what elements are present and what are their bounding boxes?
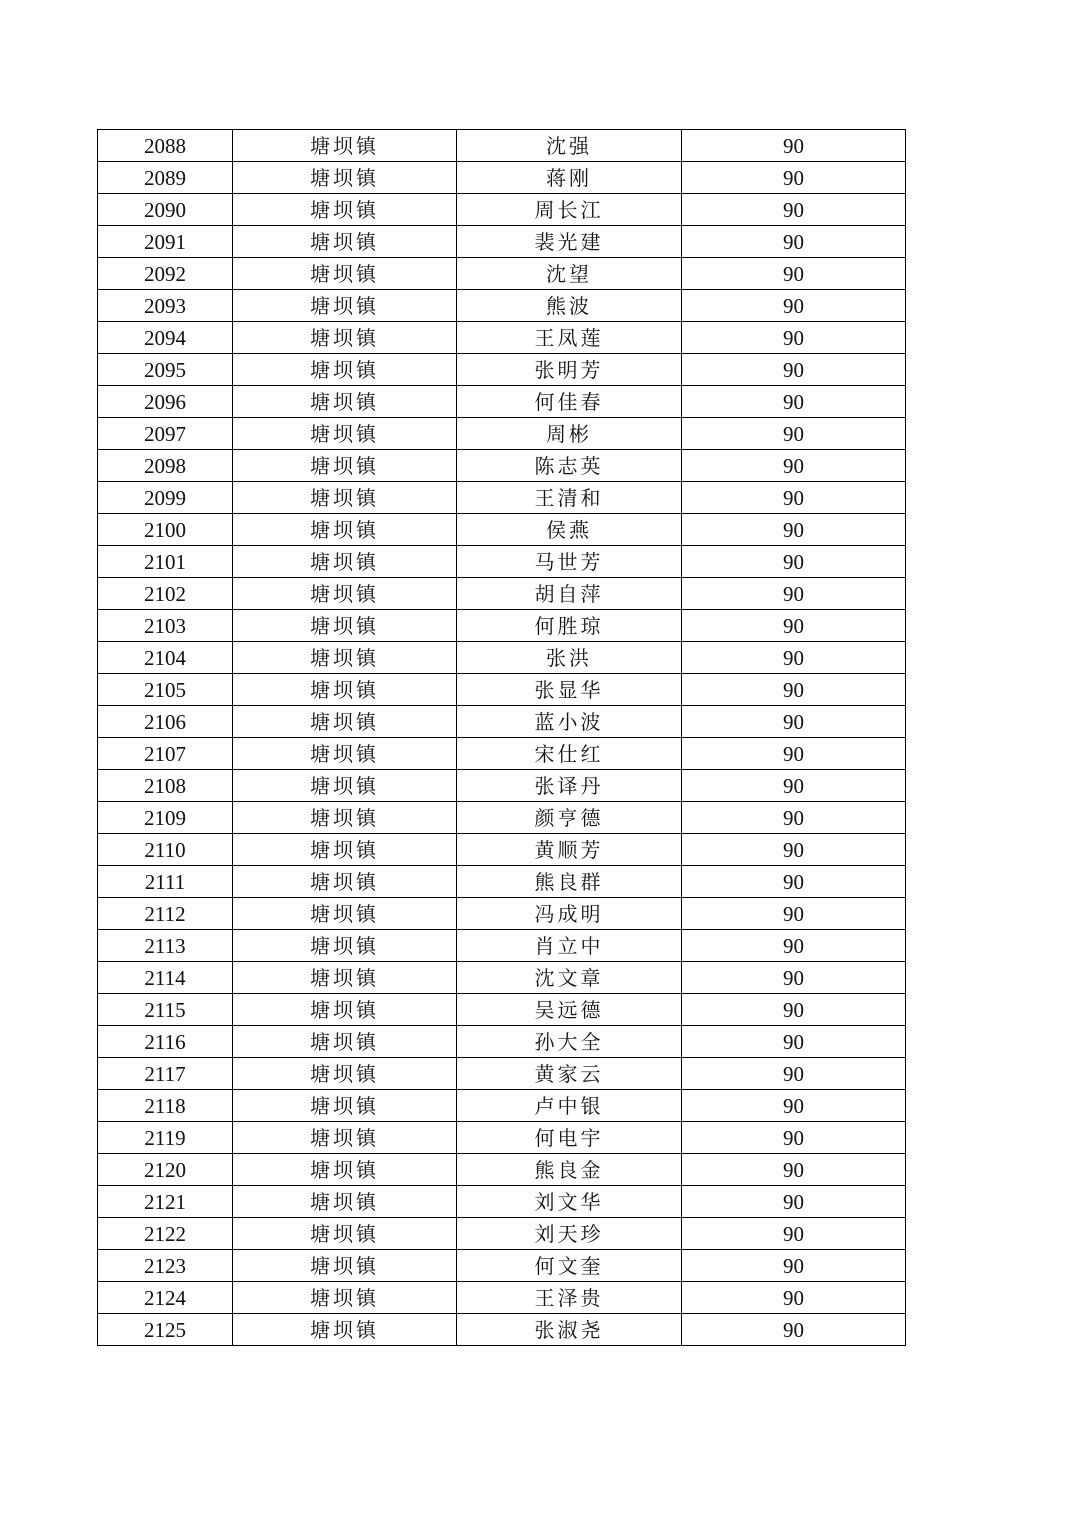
amount-cell: 90 — [682, 386, 906, 418]
name-cell: 冯成明 — [457, 898, 682, 930]
row-number-cell: 2121 — [98, 1186, 233, 1218]
table-row — [98, 674, 906, 706]
table-row — [98, 354, 906, 386]
row-number-cell: 2120 — [98, 1154, 233, 1186]
town-cell: 塘坝镇 — [233, 226, 457, 258]
town-cell: 塘坝镇 — [233, 258, 457, 290]
amount-cell: 90 — [682, 1090, 906, 1122]
town-cell: 塘坝镇 — [233, 642, 457, 674]
amount-cell: 90 — [682, 482, 906, 514]
name-cell: 胡自萍 — [457, 578, 682, 610]
table-row — [98, 162, 906, 194]
town-cell: 塘坝镇 — [233, 322, 457, 354]
town-cell: 塘坝镇 — [233, 162, 457, 194]
row-number-cell: 2088 — [98, 130, 233, 162]
town-cell: 塘坝镇 — [233, 834, 457, 866]
name-cell: 黄顺芳 — [457, 834, 682, 866]
name-cell: 张淑尧 — [457, 1314, 682, 1346]
row-number-cell: 2102 — [98, 578, 233, 610]
town-cell: 塘坝镇 — [233, 962, 457, 994]
town-cell: 塘坝镇 — [233, 450, 457, 482]
row-number-cell: 2096 — [98, 386, 233, 418]
name-cell: 刘文华 — [457, 1186, 682, 1218]
amount-cell: 90 — [682, 1154, 906, 1186]
name-cell: 卢中银 — [457, 1090, 682, 1122]
name-cell: 张明芳 — [457, 354, 682, 386]
table-row — [98, 706, 906, 738]
name-cell: 蓝小波 — [457, 706, 682, 738]
row-number-cell: 2125 — [98, 1314, 233, 1346]
table-row — [98, 578, 906, 610]
amount-cell: 90 — [682, 834, 906, 866]
row-number-cell: 2119 — [98, 1122, 233, 1154]
table-row — [98, 418, 906, 450]
name-cell: 宋仕红 — [457, 738, 682, 770]
amount-cell: 90 — [682, 258, 906, 290]
row-number-cell: 2116 — [98, 1026, 233, 1058]
town-cell: 塘坝镇 — [233, 354, 457, 386]
row-number-cell: 2094 — [98, 322, 233, 354]
row-number-cell: 2098 — [98, 450, 233, 482]
name-cell: 沈望 — [457, 258, 682, 290]
table-row — [98, 1282, 906, 1314]
row-number-cell: 2106 — [98, 706, 233, 738]
amount-cell: 90 — [682, 322, 906, 354]
row-number-cell: 2089 — [98, 162, 233, 194]
table-row — [98, 1186, 906, 1218]
row-number-cell: 2112 — [98, 898, 233, 930]
name-cell: 张译丹 — [457, 770, 682, 802]
row-number-cell: 2118 — [98, 1090, 233, 1122]
town-cell: 塘坝镇 — [233, 514, 457, 546]
table-row — [98, 610, 906, 642]
amount-cell: 90 — [682, 1250, 906, 1282]
row-number-cell: 2105 — [98, 674, 233, 706]
row-number-cell: 2110 — [98, 834, 233, 866]
table-row — [98, 130, 906, 162]
name-cell: 颜亨德 — [457, 802, 682, 834]
amount-cell: 90 — [682, 610, 906, 642]
town-cell: 塘坝镇 — [233, 994, 457, 1026]
table-row — [98, 738, 906, 770]
name-cell: 陈志英 — [457, 450, 682, 482]
amount-cell: 90 — [682, 1026, 906, 1058]
row-number-cell: 2109 — [98, 802, 233, 834]
town-cell: 塘坝镇 — [233, 674, 457, 706]
town-cell: 塘坝镇 — [233, 1058, 457, 1090]
row-number-cell: 2095 — [98, 354, 233, 386]
amount-cell: 90 — [682, 738, 906, 770]
row-number-cell: 2115 — [98, 994, 233, 1026]
name-cell: 何胜琼 — [457, 610, 682, 642]
name-cell: 刘天珍 — [457, 1218, 682, 1250]
amount-cell: 90 — [682, 578, 906, 610]
row-number-cell: 2114 — [98, 962, 233, 994]
row-number-cell: 2111 — [98, 866, 233, 898]
table-row — [98, 642, 906, 674]
town-cell: 塘坝镇 — [233, 802, 457, 834]
row-number-cell: 2101 — [98, 546, 233, 578]
town-cell: 塘坝镇 — [233, 1282, 457, 1314]
amount-cell: 90 — [682, 1058, 906, 1090]
town-cell: 塘坝镇 — [233, 578, 457, 610]
row-number-cell: 2104 — [98, 642, 233, 674]
table-row — [98, 1154, 906, 1186]
row-number-cell: 2097 — [98, 418, 233, 450]
table-row — [98, 898, 906, 930]
row-number-cell: 2090 — [98, 194, 233, 226]
name-cell: 沈文章 — [457, 962, 682, 994]
table-row — [98, 322, 906, 354]
name-cell: 周彬 — [457, 418, 682, 450]
town-cell: 塘坝镇 — [233, 770, 457, 802]
row-number-cell: 2100 — [98, 514, 233, 546]
amount-cell: 90 — [682, 802, 906, 834]
town-cell: 塘坝镇 — [233, 1154, 457, 1186]
name-cell: 何文奎 — [457, 1250, 682, 1282]
amount-cell: 90 — [682, 290, 906, 322]
table-row — [98, 1250, 906, 1282]
town-cell: 塘坝镇 — [233, 1122, 457, 1154]
town-cell: 塘坝镇 — [233, 930, 457, 962]
row-number-cell: 2092 — [98, 258, 233, 290]
name-cell: 蒋刚 — [457, 162, 682, 194]
amount-cell: 90 — [682, 930, 906, 962]
town-cell: 塘坝镇 — [233, 418, 457, 450]
table-row — [98, 1090, 906, 1122]
name-cell: 熊良群 — [457, 866, 682, 898]
name-cell: 王凤莲 — [457, 322, 682, 354]
amount-cell: 90 — [682, 1186, 906, 1218]
row-number-cell: 2099 — [98, 482, 233, 514]
town-cell: 塘坝镇 — [233, 482, 457, 514]
name-cell: 沈强 — [457, 130, 682, 162]
name-cell: 熊波 — [457, 290, 682, 322]
amount-cell: 90 — [682, 354, 906, 386]
table-row — [98, 1026, 906, 1058]
amount-cell: 90 — [682, 770, 906, 802]
town-cell: 塘坝镇 — [233, 610, 457, 642]
table-row — [98, 258, 906, 290]
row-number-cell: 2117 — [98, 1058, 233, 1090]
table-row — [98, 962, 906, 994]
amount-cell: 90 — [682, 962, 906, 994]
table-row — [98, 1314, 906, 1346]
town-cell: 塘坝镇 — [233, 1090, 457, 1122]
amount-cell: 90 — [682, 130, 906, 162]
name-cell: 王泽贵 — [457, 1282, 682, 1314]
name-cell: 裴光建 — [457, 226, 682, 258]
name-cell: 马世芳 — [457, 546, 682, 578]
table-row — [98, 1218, 906, 1250]
amount-cell: 90 — [682, 1122, 906, 1154]
table-row — [98, 770, 906, 802]
town-cell: 塘坝镇 — [233, 1250, 457, 1282]
name-cell: 何佳春 — [457, 386, 682, 418]
town-cell: 塘坝镇 — [233, 290, 457, 322]
town-cell: 塘坝镇 — [233, 1218, 457, 1250]
name-cell: 黄家云 — [457, 1058, 682, 1090]
town-cell: 塘坝镇 — [233, 706, 457, 738]
row-number-cell: 2091 — [98, 226, 233, 258]
table-row — [98, 1122, 906, 1154]
table-row — [98, 290, 906, 322]
name-cell: 侯燕 — [457, 514, 682, 546]
amount-cell: 90 — [682, 418, 906, 450]
name-cell: 肖立中 — [457, 930, 682, 962]
table-row — [98, 802, 906, 834]
name-cell: 张显华 — [457, 674, 682, 706]
name-cell: 何电宇 — [457, 1122, 682, 1154]
town-cell: 塘坝镇 — [233, 194, 457, 226]
amount-cell: 90 — [682, 1314, 906, 1346]
town-cell: 塘坝镇 — [233, 546, 457, 578]
name-cell: 孙大全 — [457, 1026, 682, 1058]
amount-cell: 90 — [682, 450, 906, 482]
table-body — [98, 130, 906, 1346]
amount-cell: 90 — [682, 994, 906, 1026]
name-cell: 周长江 — [457, 194, 682, 226]
table-row — [98, 450, 906, 482]
row-number-cell: 2113 — [98, 930, 233, 962]
row-number-cell: 2103 — [98, 610, 233, 642]
table-row — [98, 194, 906, 226]
amount-cell: 90 — [682, 514, 906, 546]
town-cell: 塘坝镇 — [233, 738, 457, 770]
table-row — [98, 514, 906, 546]
town-cell: 塘坝镇 — [233, 1186, 457, 1218]
amount-cell: 90 — [682, 162, 906, 194]
table-row — [98, 1058, 906, 1090]
town-cell: 塘坝镇 — [233, 1314, 457, 1346]
table-row — [98, 930, 906, 962]
row-number-cell: 2124 — [98, 1282, 233, 1314]
row-number-cell: 2107 — [98, 738, 233, 770]
amount-cell: 90 — [682, 194, 906, 226]
amount-cell: 90 — [682, 898, 906, 930]
town-cell: 塘坝镇 — [233, 1026, 457, 1058]
town-cell: 塘坝镇 — [233, 866, 457, 898]
town-cell: 塘坝镇 — [233, 130, 457, 162]
town-cell: 塘坝镇 — [233, 898, 457, 930]
amount-cell: 90 — [682, 1218, 906, 1250]
name-cell: 张洪 — [457, 642, 682, 674]
roster-table — [97, 129, 906, 1346]
row-number-cell: 2123 — [98, 1250, 233, 1282]
amount-cell: 90 — [682, 706, 906, 738]
name-cell: 王清和 — [457, 482, 682, 514]
town-cell: 塘坝镇 — [233, 386, 457, 418]
table-row — [98, 866, 906, 898]
table-row — [98, 386, 906, 418]
table-row — [98, 482, 906, 514]
name-cell: 熊良金 — [457, 1154, 682, 1186]
amount-cell: 90 — [682, 674, 906, 706]
amount-cell: 90 — [682, 546, 906, 578]
table-row — [98, 994, 906, 1026]
amount-cell: 90 — [682, 226, 906, 258]
row-number-cell: 2093 — [98, 290, 233, 322]
amount-cell: 90 — [682, 1282, 906, 1314]
table-row — [98, 834, 906, 866]
name-cell: 吴远德 — [457, 994, 682, 1026]
row-number-cell: 2122 — [98, 1218, 233, 1250]
amount-cell: 90 — [682, 642, 906, 674]
row-number-cell: 2108 — [98, 770, 233, 802]
table-row — [98, 226, 906, 258]
table-row — [98, 546, 906, 578]
amount-cell: 90 — [682, 866, 906, 898]
